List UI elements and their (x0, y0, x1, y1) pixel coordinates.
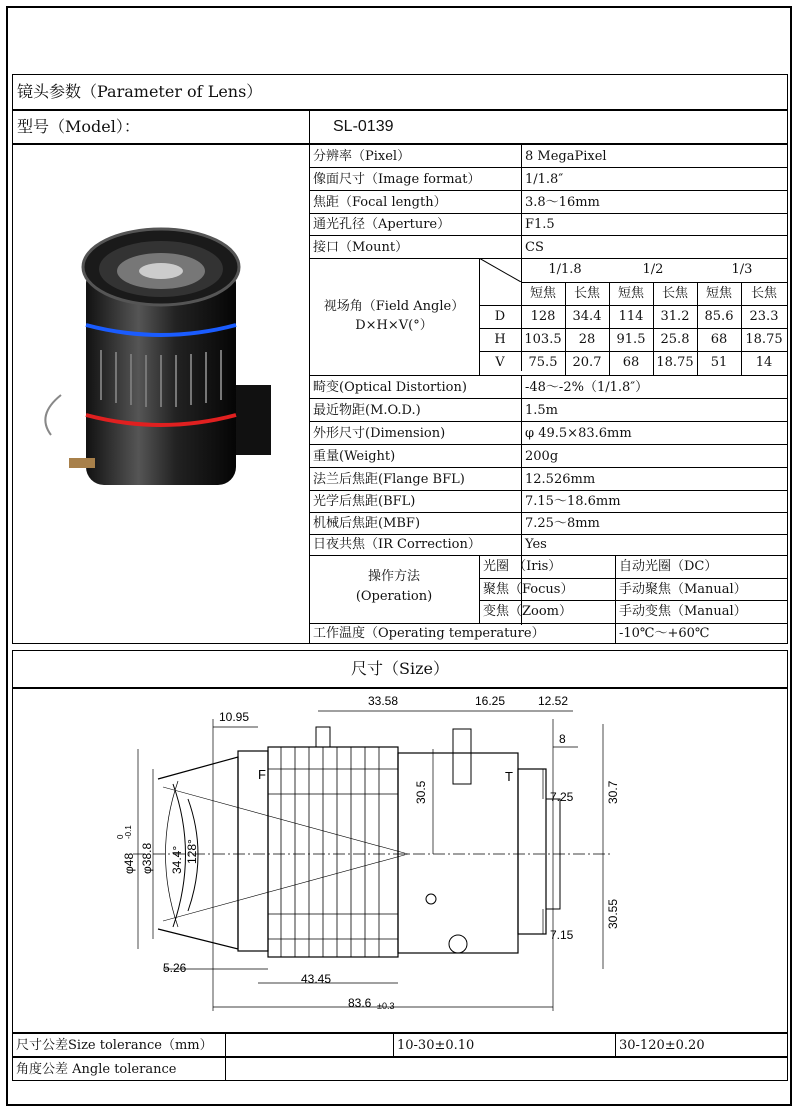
axis-label: V (495, 355, 505, 370)
op-value: 手动变焦（Manual） (619, 604, 747, 619)
spec-label: 焦距（Focal length） (313, 195, 447, 210)
dim-label: 83.6 (348, 996, 372, 1010)
lens-photo (31, 205, 291, 505)
model-row (12, 110, 788, 144)
spec-block (12, 144, 788, 644)
angle-cell: 18.75 (745, 332, 783, 347)
spec-value: -48～-2%（1/1.8″） (525, 380, 649, 395)
dim-label: 5.26 (163, 961, 187, 975)
spec-label: 重量(Weight) (313, 449, 396, 464)
spec-value: φ 49.5×83.6mm (525, 426, 632, 441)
angle-cell: 14 (755, 355, 773, 370)
axis-label: D (494, 309, 506, 324)
angle-cell: 103.5 (524, 332, 562, 347)
size-title: 尺寸（Size） (351, 659, 449, 678)
dim-label: 12.52 (538, 694, 569, 708)
title-row (12, 74, 788, 110)
spec-value: 3.8～16mm (525, 195, 600, 210)
field-angle-label: 视场角（Field Angle） (323, 299, 465, 314)
spec-value: CS (525, 240, 544, 255)
temp-label: 工作温度（Operating temperature） (313, 626, 545, 641)
op-item: 光圈 （Iris） (483, 559, 562, 574)
dim-label: 16.25 (475, 694, 506, 708)
angle-cell: 91.5 (616, 332, 646, 347)
focal-sub: 短焦 (529, 286, 556, 301)
dim-label: φ48 (122, 852, 136, 874)
focal-sub: 短焦 (617, 286, 644, 301)
dim-label: 30.55 (606, 898, 620, 929)
dim-label: φ38.8 (140, 842, 154, 874)
drawing-area (12, 688, 788, 1033)
model-label: 型号（Model）： (17, 117, 140, 136)
axis-label: H (494, 332, 506, 347)
spec-value: 7.25～8mm (525, 516, 600, 531)
angle-cell: 51 (710, 355, 728, 370)
angle-cell: 68 (710, 332, 728, 347)
dim-label: ±0.3 (377, 1001, 395, 1011)
spec-label: 分辨率（Pixel） (313, 149, 411, 164)
angle-cell: 31.2 (660, 309, 690, 324)
model-value: SL-0139 (333, 118, 394, 135)
angle-cell: 114 (618, 309, 644, 324)
spec-label: 通光孔径（Aperture） (313, 217, 451, 232)
dim-label: 0 (116, 834, 125, 839)
angle-tolerance-row (12, 1057, 788, 1081)
dimension-drawing (13, 689, 787, 1032)
spec-label: 接口（Mount） (313, 240, 409, 255)
size-tolerance-1: 10-30±0.10 (397, 1038, 475, 1053)
spec-value: Yes (525, 537, 547, 552)
angle-tolerance-label: 角度公差 Angle tolerance (16, 1062, 177, 1077)
focal-sub: 长焦 (750, 286, 777, 301)
spec-value: 7.15～18.6mm (525, 494, 621, 509)
focal-sub: 长焦 (573, 286, 600, 301)
dim-label: F (258, 767, 266, 782)
page-title: 镜头参数（Parameter of Lens） (17, 82, 263, 101)
spec-label: 光学后焦距(BFL) (313, 494, 416, 509)
spec-label: 机械后焦距(MBF) (313, 516, 421, 531)
spec-label: 法兰后焦距(Flange BFL) (313, 472, 465, 487)
spec-label: 畸变(Optical Distortion) (313, 380, 467, 395)
spec-label: 最近物距(M.O.D.) (313, 403, 421, 418)
size-tolerance-2: 30-120±0.20 (619, 1038, 705, 1053)
dim-label: 7.15 (550, 928, 574, 942)
diagonal-cell (479, 258, 521, 282)
angle-cell: 18.75 (656, 355, 694, 370)
dim-label: 30.5 (414, 780, 428, 804)
spec-value: F1.5 (525, 217, 555, 232)
angle-cell: 28 (578, 332, 596, 347)
size-title-row (12, 650, 788, 688)
spec-value: 200g (525, 449, 559, 464)
angle-cell: 25.8 (660, 332, 690, 347)
spec-value: 1/1.8″ (525, 172, 564, 187)
dim-label: 30.7 (606, 780, 620, 804)
focal-sub: 长焦 (661, 286, 688, 301)
op-item: 变焦（Zoom） (483, 604, 573, 619)
field-angle-dim: D×H×V(°） (355, 318, 433, 333)
dim-label: 43.45 (301, 972, 332, 986)
angle-cell: 85.6 (704, 309, 734, 324)
spec-label: 外形尺寸(Dimension) (313, 426, 446, 441)
format-header: 1/2 (642, 262, 664, 277)
dim-label: 33.58 (368, 694, 399, 708)
operation-label: 操作方法 (367, 569, 420, 584)
dim-label: 34.4° (170, 845, 184, 874)
op-value: 手动聚焦（Manual） (619, 582, 747, 597)
operation-label-en: (Operation) (355, 589, 433, 604)
spec-label: 像面尺寸（Image format） (313, 172, 481, 187)
dim-label: 8 (559, 732, 566, 746)
spec-value: 1.5m (525, 403, 559, 418)
format-header: 1/3 (731, 262, 753, 277)
spec-value: 8 MegaPixel (525, 149, 607, 164)
angle-cell: 75.5 (528, 355, 558, 370)
spec-value: 12.526mm (525, 472, 596, 487)
format-header: 1/1.8 (548, 262, 582, 277)
angle-cell: 23.3 (749, 309, 779, 324)
dim-label: 10.95 (219, 710, 250, 724)
angle-cell: 128 (530, 309, 556, 324)
size-tolerance-label: 尺寸公差Size tolerance（mm） (16, 1038, 213, 1053)
size-tolerance-row (12, 1033, 788, 1057)
dim-label: -0.1 (124, 825, 133, 839)
op-value: 自动光圈（DC） (619, 559, 718, 574)
temp-value: -10℃～+60℃ (619, 626, 710, 641)
op-item: 聚焦（Focus） (483, 582, 574, 597)
dim-label: 7.25 (550, 790, 574, 804)
angle-cell: 34.4 (572, 309, 602, 324)
angle-cell: 68 (622, 355, 640, 370)
focal-sub: 短焦 (705, 286, 732, 301)
dim-label: T (505, 769, 513, 784)
dim-label: 128° (185, 839, 199, 864)
angle-cell: 20.7 (572, 355, 602, 370)
spec-label: 日夜共焦（IR Correction） (313, 537, 481, 552)
